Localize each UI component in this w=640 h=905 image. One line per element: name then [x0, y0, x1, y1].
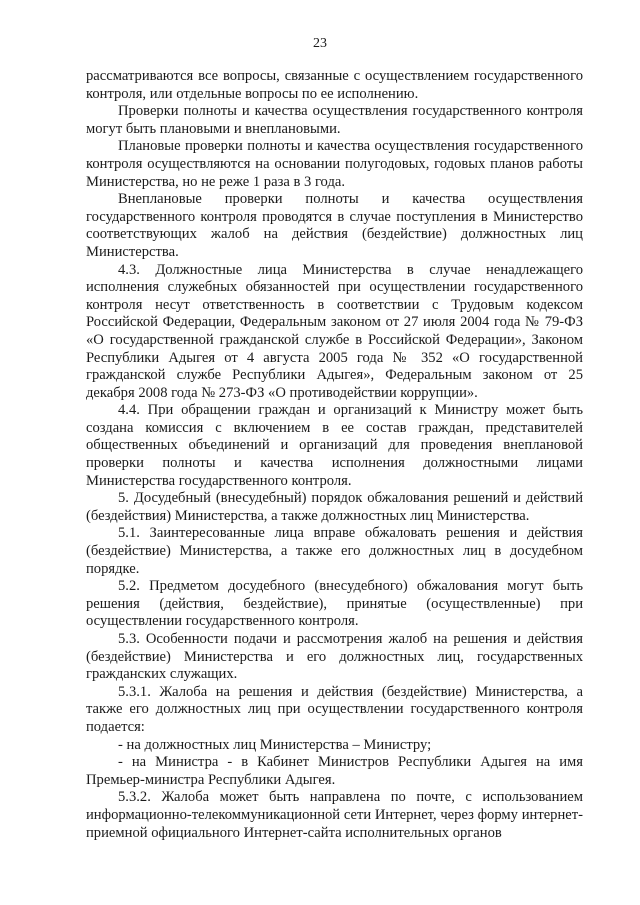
list-item: - на должностных лиц Министерства – Министру; [118, 736, 432, 753]
paragraph: Плановые проверки полноты и качества осуществления государственного контроля осуществляются на основании полугодовых, годовых планов работы Министерства, но не реже 1 раза в 3 года. [86, 138, 583, 190]
paragraph: 5.1. Заинтересованные лица вправе обжаловать решения и действия (бездействие) Министерства, а также его должностных лиц в досудебном порядке. [86, 525, 583, 577]
paragraph: Внеплановые проверки полноты и качества осуществления государственного контроля проводятся в случае поступления в Министерство соответствующих жалоб на действия (бездействие) должностных лиц Министерства. [86, 191, 583, 260]
paragraph: 5.3. Особенности подачи и рассмотрения жалоб на решения и действия (бездействие) Министерства и его должностных лиц, государственных гражданских служащих. [86, 631, 583, 683]
paragraph: 5.3.2. Жалоба может быть направлена по почте, с использованием информационно-телекоммуникационной сети Интернет, через форму интернет-приемной официального Интернет-сайта исполнительных органов [86, 789, 583, 841]
paragraph: 4.3. Должностные лица Министерства в случае ненадлежащего исполнения служебных обязанностей при осуществлении государственного контроля несут ответственность в соответствии с Трудовым кодексом Российской Федерации, Федеральным законом от 27 июля 2004 года № 79-ФЗ «О государственной гражданской службе в Российской Федерации», Законом Республики Адыгея от 4 августа 2005 года № 352 «О государственной гражданской службе Республики Адыгея», Федеральным законом от 25 декабря 2008 года № 273-ФЗ «О противодействии коррупции». [86, 261, 583, 401]
paragraph: Проверки полноты и качества осуществления государственного контроля могут быть плановыми и внеплановыми. [86, 103, 583, 137]
paragraph: рассматриваются все вопросы, связанные с осуществлением государственного контроля, или отдельные вопросы по ее исполнению. [86, 68, 583, 102]
paragraph: 5. Досудебный (внесудебный) порядок обжалования решений и действий (бездействия) Министерства, а также должностных лиц Министерства. [86, 490, 583, 524]
document-body [86, 68, 583, 842]
paragraph: 5.2. Предметом досудебного (внесудебного) обжалования могут быть решения (действия, бездействие), принятые (осуществленные) при осуществлении государственного контроля. [86, 578, 583, 630]
paragraph: 4.4. При обращении граждан и организаций к Министру может быть создана комиссия с включением в ее состав граждан, представителей общественных объединений и организаций для проведения внеплановой проверки полноты и качества исполнения должностными лицами Министерства государственного контроля. [86, 402, 583, 489]
page-number: 23 [313, 36, 327, 51]
list-item: - на Министра - в Кабинет Министров Республики Адыгея на имя Премьер-министра Республики Адыгея. [86, 754, 583, 788]
paragraph: 5.3.1. Жалоба на решения и действия (бездействие) Министерства, а также его должностных лиц при осуществлении государственного контроля подается: [86, 683, 583, 735]
